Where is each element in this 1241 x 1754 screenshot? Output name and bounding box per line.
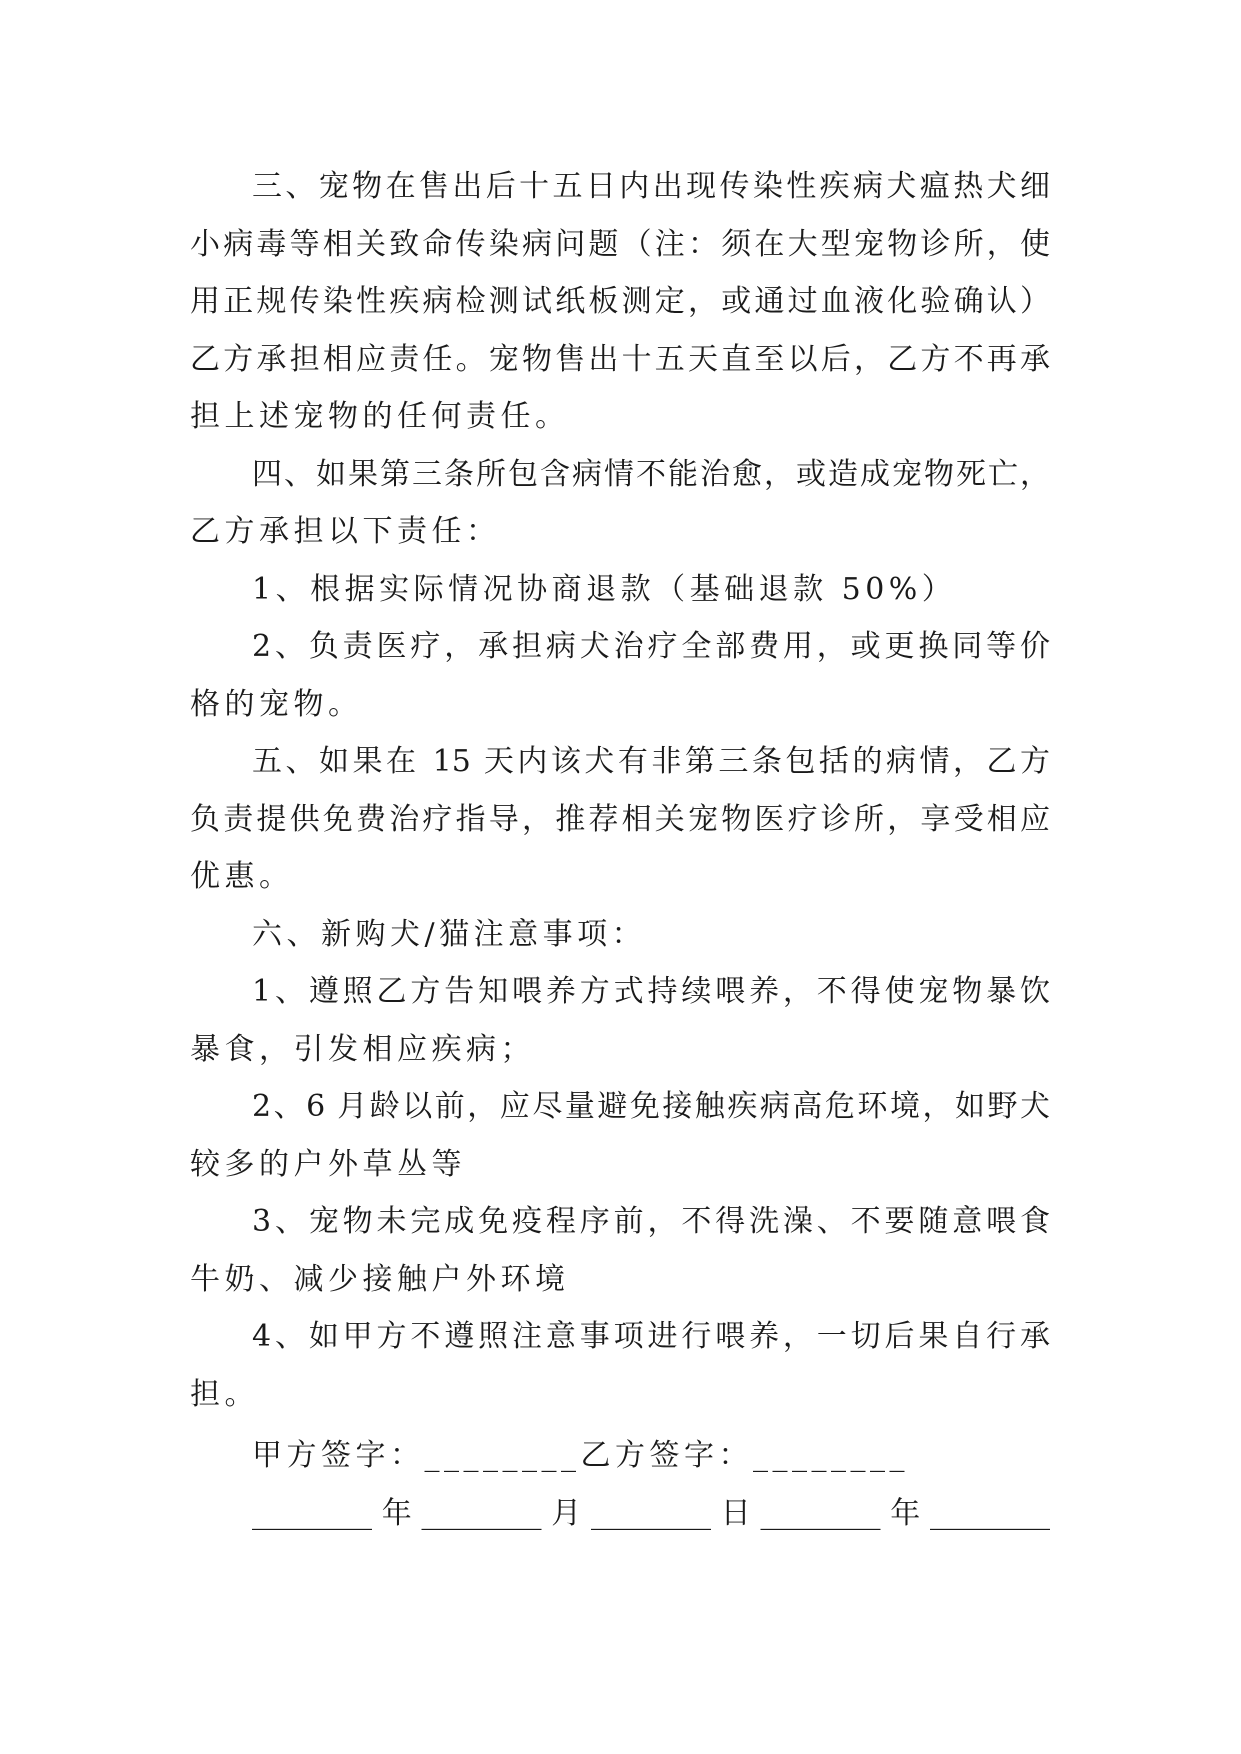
text-line: 2、负责医疗，承担病犬治疗全部费用，或更换同等价 <box>252 629 1050 664</box>
paragraph-clause-3 <box>190 158 1050 446</box>
text-line: 4、如甲方不遵照注意事项进行喂养，一切后果自行承 <box>252 1319 1050 1354</box>
text-line: 乙方承担以下责任： <box>190 514 501 549</box>
text-line: 担。 <box>190 1376 259 1412</box>
text-line: 四、如果第三条所包含病情不能治愈，或造成宠物死亡， <box>252 456 1050 492</box>
paragraph-clause-4 <box>190 446 1050 561</box>
paragraph-clause-6-item-2 <box>190 1078 1050 1193</box>
text-line: 暴食，引发相应疾病； <box>190 1031 535 1067</box>
paragraph-clause-6-item-1 <box>190 963 1050 1078</box>
text-line: 小病毒等相关致命传染病问题（注：须在大型宠物诊所，使 <box>190 226 1050 262</box>
document-page <box>190 158 1050 1542</box>
text-line: 1、遵照乙方告知喂养方式持续喂养，不得使宠物暴饮 <box>252 974 1050 1009</box>
paragraph-clause-6-item-4 <box>190 1308 1050 1423</box>
paragraph-clause-6 <box>190 906 1050 964</box>
paragraph-clause-6-item-3 <box>190 1193 1050 1308</box>
text-line: 2、6 月龄以前，应尽量避免接触疾病高危环境，如野犬 <box>252 1089 1050 1124</box>
text-line: 三、宠物在售出后十五日内出现传染性疾病犬瘟热犬细 <box>252 169 1050 204</box>
text-line: 担上述宠物的任何责任。 <box>190 399 570 434</box>
text-line: 优惠。 <box>190 859 294 894</box>
text-line: 格的宠物。 <box>190 686 363 722</box>
text-line: 乙方承担相应责任。宠物售出十五天直至以后，乙方不再承 <box>190 341 1050 377</box>
paragraph-clause-4-item-1 <box>190 561 1050 619</box>
paragraph-clause-4-item-2 <box>190 618 1050 733</box>
text-line: 六、新购犬/猫注意事项： <box>252 916 647 952</box>
text-line: 1、根据实际情况协商退款（基础退款 50%） <box>252 571 957 607</box>
text-line: 用正规传染性疾病检测试纸板测定，或通过血液化验确认） <box>190 284 1050 319</box>
text-line: 较多的户外草丛等 <box>190 1146 466 1182</box>
text-line: 3、宠物未完成免疫程序前，不得洗澡、不要随意喂食 <box>252 1204 1050 1239</box>
signature-line: 甲方签字：________乙方签字：________ <box>252 1438 909 1473</box>
paragraph-clause-5 <box>190 733 1050 906</box>
text-line: 负责提供免费治疗指导，推荐相关宠物医疗诊所，享受相应 <box>190 801 1050 837</box>
text-line: 牛奶、减少接触户外环境 <box>190 1261 570 1297</box>
text-line: 五、如果在 15 天内该犬有非第三条包括的病情，乙方 <box>252 744 1050 779</box>
date-line: ________年________月________日________年________ <box>252 1495 1050 1531</box>
